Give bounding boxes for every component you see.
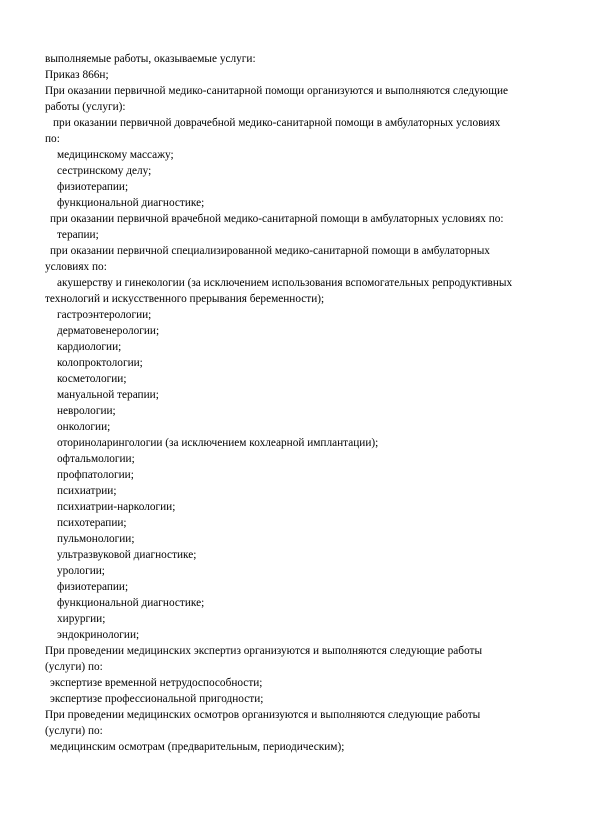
text-line: функциональной диагностике; bbox=[57, 597, 205, 609]
text-line: работы (услуги): bbox=[45, 101, 126, 113]
text-line: психиатрии-наркологии; bbox=[57, 501, 176, 513]
text-line: физиотерапии; bbox=[57, 181, 129, 193]
text-line: колопроктологии; bbox=[57, 357, 143, 369]
text-line: терапии; bbox=[57, 229, 99, 241]
text-line: экспертизе профессиональной пригодности; bbox=[50, 693, 264, 705]
text-line: медицинскому массажу; bbox=[57, 149, 174, 161]
text-line: эндокринологии; bbox=[57, 629, 140, 641]
text-line: акушерству и гинекологии (за исключением использования вспомогательных репродуктивных bbox=[57, 277, 513, 289]
text-line: сестринскому делу; bbox=[57, 165, 152, 177]
text-line: условиях по: bbox=[45, 261, 107, 273]
text-line: функциональной диагностике; bbox=[57, 197, 205, 209]
text-line: технологий и искусственного прерывания беременности); bbox=[45, 293, 325, 305]
text-line: выполняемые работы, оказываемые услуги: bbox=[45, 53, 256, 65]
text-line: психиатрии; bbox=[57, 485, 117, 497]
text-line: При проведении медицинских экспертиз организуются и выполняются следующие работы bbox=[45, 645, 483, 657]
text-line: онкологии; bbox=[57, 421, 111, 433]
text-line: медицинским осмотрам (предварительным, периодическим); bbox=[50, 741, 345, 753]
text-line: кардиологии; bbox=[57, 341, 122, 353]
text-line: физиотерапии; bbox=[57, 581, 129, 593]
text-line: При оказании первичной медико-санитарной помощи организуются и выполняются следующие bbox=[45, 85, 509, 97]
text-line: неврологии; bbox=[57, 405, 116, 417]
text-line: мануальной терапии; bbox=[57, 389, 159, 401]
text-line: косметологии; bbox=[57, 373, 127, 385]
text-line: при оказании первичной врачебной медико-санитарной помощи в амбулаторных условиях по: bbox=[50, 213, 504, 225]
text-line: ультразвуковой диагностике; bbox=[57, 549, 197, 561]
text-line: гастроэнтерологии; bbox=[57, 309, 152, 321]
text-line: при оказании первичной доврачебной медико-санитарной помощи в амбулаторных условиях bbox=[53, 117, 501, 129]
text-line: (услуги) по: bbox=[45, 725, 103, 737]
text-line: при оказании первичной специализированной медико-санитарной помощи в амбулаторных bbox=[50, 245, 490, 257]
text-line: Приказ 866н; bbox=[45, 69, 109, 81]
text-line: пульмонологии; bbox=[57, 533, 135, 545]
text-line: урологии; bbox=[57, 565, 105, 577]
text-line: При проведении медицинских осмотров организуются и выполняются следующие работы bbox=[45, 709, 481, 721]
text-line: психотерапии; bbox=[57, 517, 127, 529]
text-line: хирургии; bbox=[57, 613, 106, 625]
text-line: дерматовенерологии; bbox=[57, 325, 160, 337]
text-line: по: bbox=[45, 133, 60, 145]
document-page bbox=[45, 51, 593, 755]
text-line: экспертизе временной нетрудоспособности; bbox=[50, 677, 263, 689]
text-line: офтальмологии; bbox=[57, 453, 135, 465]
text-line: оториноларингологии (за исключением кохлеарной имплантации); bbox=[57, 437, 379, 449]
text-line: профпатологии; bbox=[57, 469, 134, 481]
text-line: (услуги) по: bbox=[45, 661, 103, 673]
